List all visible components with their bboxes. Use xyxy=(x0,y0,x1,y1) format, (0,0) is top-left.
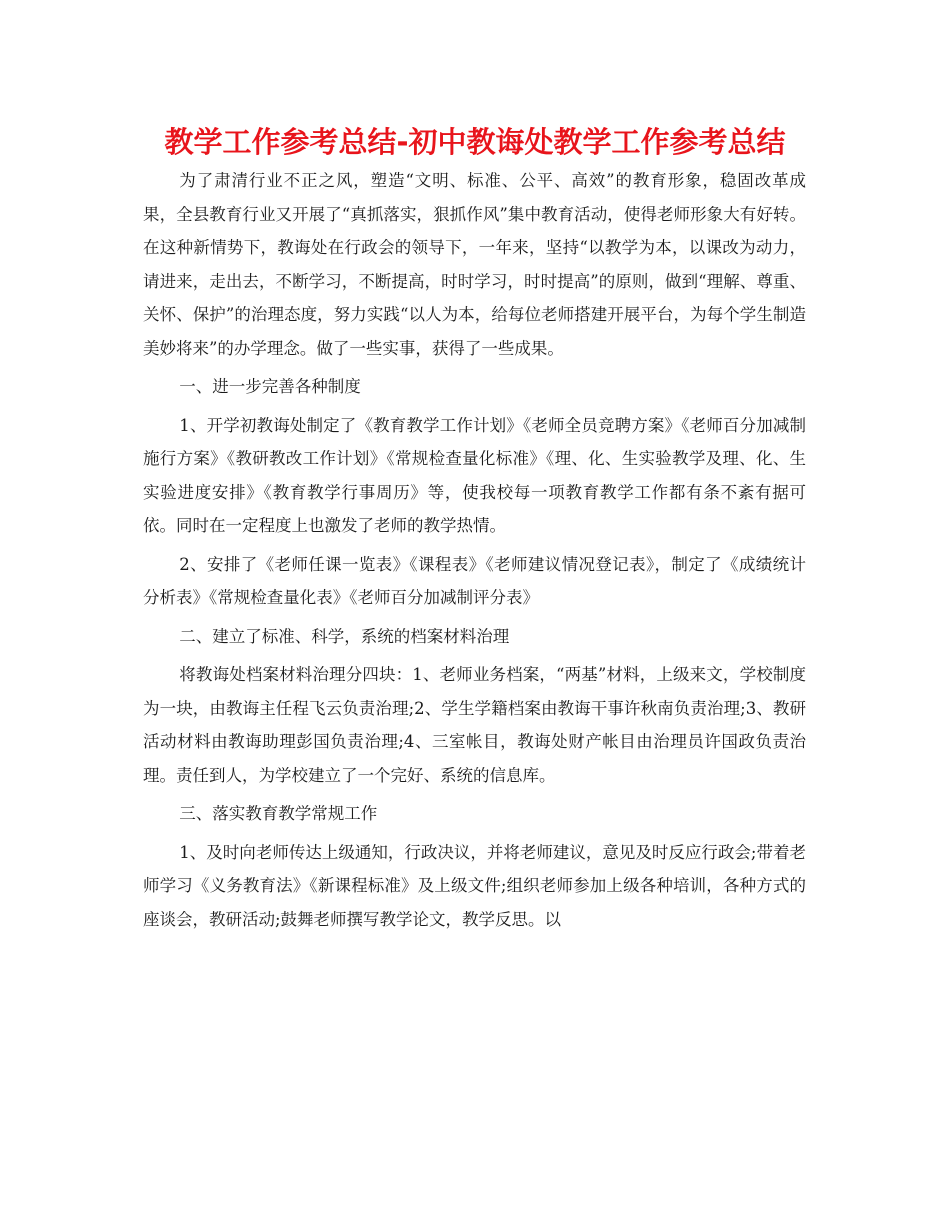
document-title: 教学工作参考总结-初中教诲处教学工作参考总结 xyxy=(164,125,786,159)
paragraph-section-1-item-1: 1、开学初教诲处制定了《教育教学工作计划》《老师全员竞聘方案》《老师百分加减制施行方案》《教研教改工作计划》《常规检查量化标准》《理、化、生实验教学及理、化、生实验进度安排》《教育教学行事周历》等，使我校每一项教育教学工作都有条不紊有据可依。同时在一定程度上也激发了老师的教学热情。 xyxy=(143,415,806,535)
paragraph-section-1-item-2: 2、安排了《老师任课一览表》《课程表》《老师建议情况登记表》，制定了《成绩统计分析表》《常规检查量化表》《老师百分加减制评分表》 xyxy=(143,554,806,607)
paragraph-section-2: 将教诲处档案材料治理分四块：1、老师业务档案，“两基”材料，上级来文，学校制度为一块，由教诲主任程飞云负责治理;2、学生学籍档案由教诲干事许秋南负责治理;3、教研活动材料由教诲助理彭国负责治理;4、三室帐目，教诲处财产帐目由治理员许国政负责治理。责任到人，为学校建立了一个完好、系统的信息库。 xyxy=(143,665,806,785)
paragraph-section-3-item-1: 1、及时向老师传达上级通知，行政决议，并将老师建议，意见及时反应行政会;带着老师学习《义务教育法》《新课程标准》及上级文件;组织老师参加上级各种培训，各种方式的座谈会，教研活动;鼓舞老师撰写教学论文，教学反思。以 xyxy=(143,842,806,929)
heading-section-2: 二、建立了标准、科学，系统的档案材料治理 xyxy=(179,626,510,646)
heading-section-1: 一、进一步完善各种制度 xyxy=(179,377,361,396)
paragraph-intro: 为了肃清行业不正之风，塑造“文明、标准、公平、高效”的教育形象，稳固改革成果，全县教育行业又开展了“真抓落实，狠抓作风”集中教育活动，使得老师形象大有好转。在这种新情势下，教诲处在行政会的领导下，一年来，坚持“以教学为本，以课改为动力，请进来，走出去，不断学习，不断提高，时时学习，时时提高”的原则，做到“理解、尊重、关怀、保护”的治理态度，努力实践“以人为本，给每位老师搭建开展平台，为每个学生制造美妙将来”的办学理念。做了一些实事，获得了一些成果。 xyxy=(143,171,806,358)
document-body xyxy=(143,164,806,941)
heading-section-3: 三、落实教育教学常规工作 xyxy=(179,804,378,823)
